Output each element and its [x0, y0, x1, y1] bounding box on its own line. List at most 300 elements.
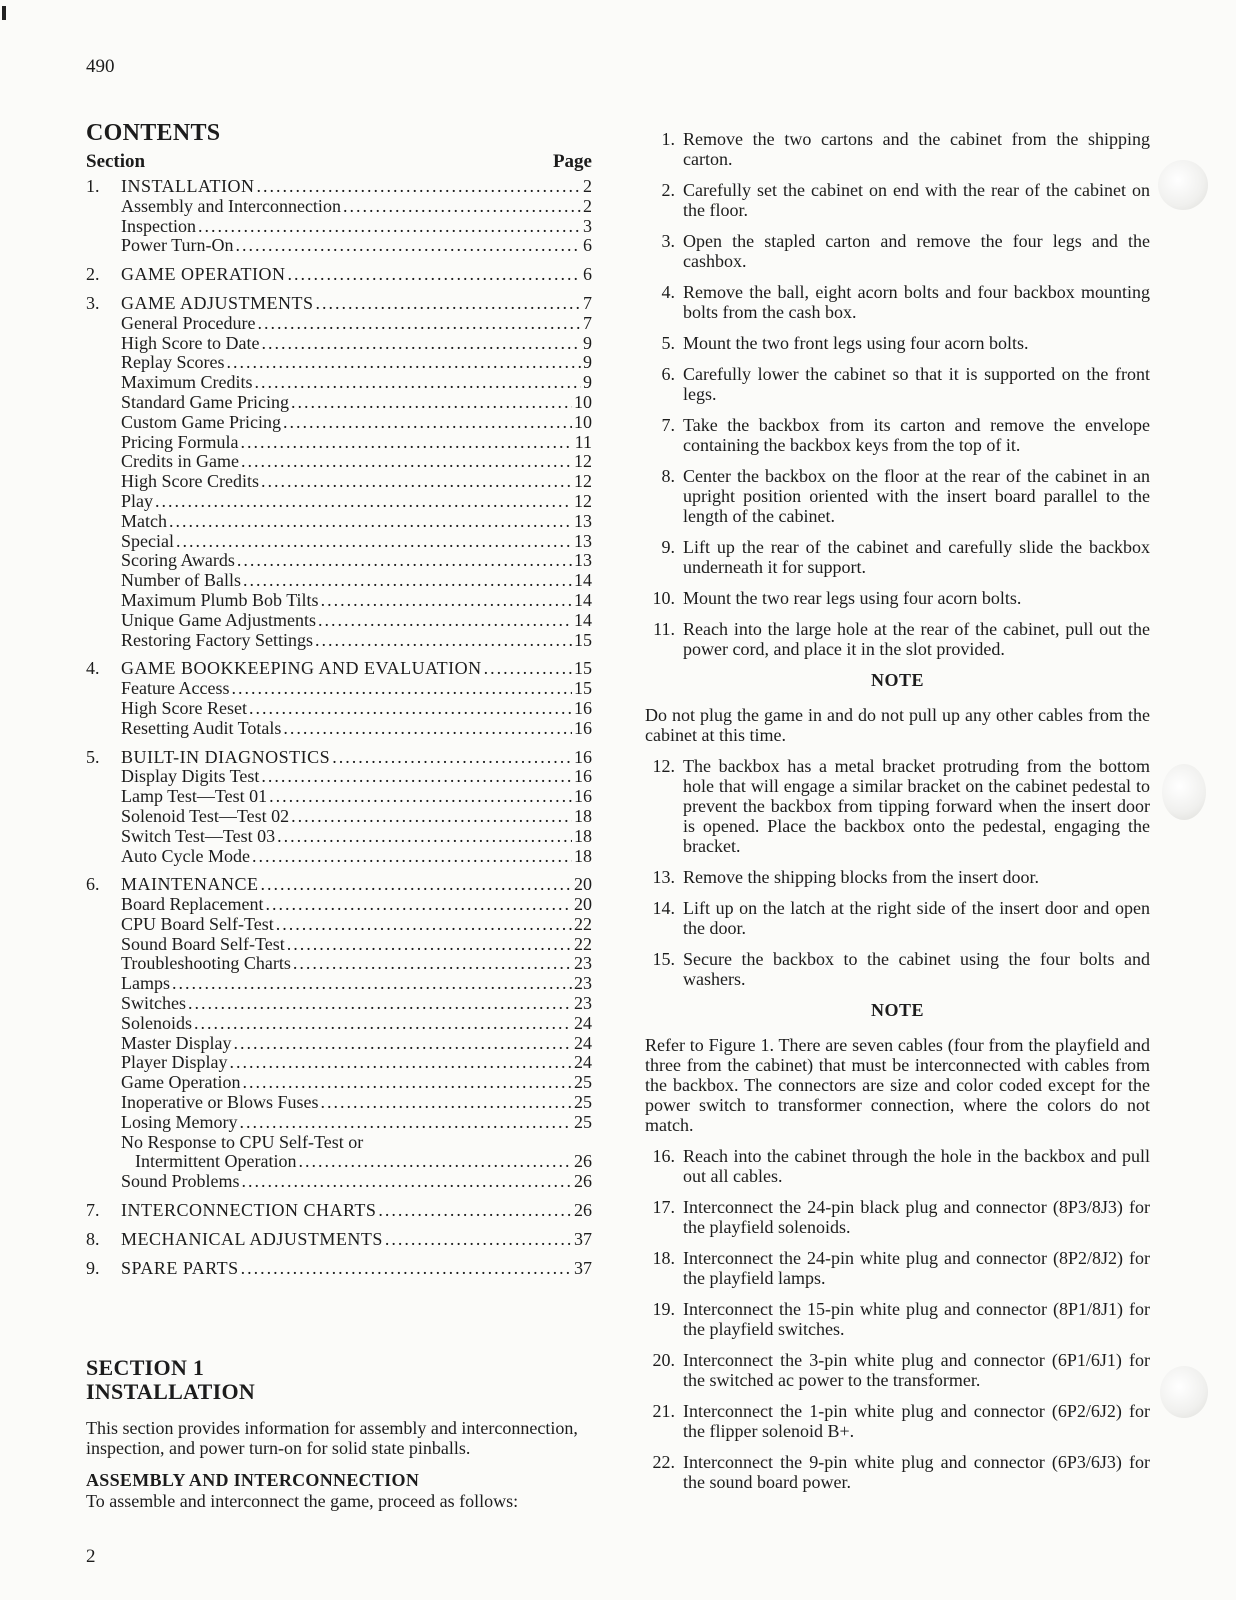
toc-page-number: 20 — [574, 874, 592, 895]
toc-leader-dots — [261, 767, 572, 787]
subsection-body: To assemble and interconnect the game, proceed as follows: — [86, 1491, 519, 1511]
step-text: Remove the two cartons and the cabinet from the shipping carton. — [683, 129, 1150, 169]
procedure-step — [645, 129, 1150, 169]
toc-leader-dots — [321, 591, 572, 611]
toc-leader-dots — [261, 334, 581, 354]
toc-leader-dots — [241, 452, 572, 472]
toc-item — [86, 1133, 592, 1153]
contents-header-row — [86, 151, 592, 173]
procedure-steps — [645, 129, 1150, 1503]
procedure-step — [645, 1452, 1150, 1492]
step-number: 11. — [653, 619, 675, 639]
toc-page-number: 18 — [574, 845, 592, 866]
toc-page-number: 9 — [583, 332, 592, 353]
toc-leader-dots — [385, 1230, 572, 1250]
toc-page-number: 13 — [574, 550, 592, 571]
toc-page-number: 7 — [583, 292, 592, 313]
toc-leader-dots — [188, 994, 572, 1014]
toc-item-label: Troubleshooting Charts — [121, 953, 291, 974]
toc-item-label: General Procedure — [121, 312, 256, 333]
toc-item-label: Maximum Plumb Bob Tilts — [121, 589, 319, 610]
toc-item — [86, 472, 592, 492]
toc-section-number: 7. — [86, 1200, 100, 1221]
toc-leader-dots — [252, 847, 572, 867]
toc-leader-dots — [315, 631, 572, 651]
toc-item-label: Inoperative or Blows Fuses — [121, 1092, 319, 1113]
toc-section-number: 2. — [86, 264, 100, 285]
procedure-step — [645, 1248, 1150, 1288]
procedure-step — [645, 282, 1150, 322]
step-text: Interconnect the 9-pin white plug and connector (6P3/6J3) for the sound board power. — [683, 1452, 1150, 1492]
binder-hole-top — [1158, 160, 1208, 210]
procedure-step — [645, 898, 1150, 938]
toc-leader-dots — [236, 236, 581, 256]
toc-section-label: INSTALLATION — [121, 176, 255, 196]
page-column-header: Page — [552, 151, 592, 172]
toc-leader-dots — [283, 719, 572, 739]
step-text: Interconnect the 1-pin white plug and connector (6P2/6J2) for the flipper solenoid B+. — [683, 1401, 1150, 1441]
toc-section-number: 3. — [86, 292, 100, 313]
toc-page-number: 16 — [574, 766, 592, 787]
toc-section-label: GAME BOOKKEEPING AND EVALUATION — [121, 658, 482, 679]
section-title-line1: SECTION 1 — [86, 1355, 205, 1380]
toc-page-number: 26 — [574, 1171, 592, 1192]
toc-section-label: MAINTENANCE — [121, 874, 259, 895]
step-number: 16. — [652, 1146, 675, 1166]
toc-leader-dots — [231, 679, 572, 699]
toc-item-label: Switch Test—Test 03 — [121, 825, 276, 846]
toc-leader-dots — [226, 353, 581, 373]
toc-item-label: Master Display — [121, 1032, 232, 1053]
toc-item-label: Unique Game Adjustments — [121, 609, 316, 630]
step-text: Remove the shipping blocks from the insert door. — [683, 867, 1039, 887]
procedure-step — [645, 1146, 1150, 1186]
toc-page-number: 18 — [574, 805, 592, 826]
toc-page-number: 37 — [574, 1257, 592, 1278]
toc-section-line — [86, 875, 592, 895]
toc-item-label: Solenoids — [121, 1012, 193, 1033]
section-1 — [86, 1356, 592, 1511]
toc-item — [86, 353, 592, 373]
toc-item — [86, 551, 592, 571]
toc-item — [86, 236, 592, 256]
toc-section — [86, 875, 592, 1192]
toc-item — [86, 413, 592, 433]
toc-leader-dots — [257, 314, 581, 334]
toc-section-number: 6. — [86, 874, 100, 895]
section-column-header: Section — [86, 151, 146, 172]
toc-item-label: Resetting Audit Totals — [121, 717, 282, 738]
toc-section-line — [86, 748, 592, 768]
toc-item — [86, 679, 592, 699]
toc-page-number: 25 — [574, 1111, 592, 1132]
toc-page-number: 26 — [574, 1151, 592, 1172]
toc-page-number: 14 — [574, 570, 592, 591]
toc-item-label: No Response to CPU Self-Test or — [121, 1131, 364, 1152]
toc-leader-dots — [283, 413, 572, 433]
toc-item-label: Replay Scores — [121, 352, 225, 373]
step-number: 1. — [661, 129, 675, 149]
toc-item — [86, 611, 592, 631]
toc-page-number: 23 — [574, 993, 592, 1014]
scan-edge-mark — [2, 6, 6, 20]
toc-page-number: 24 — [574, 1012, 592, 1033]
toc-leader-dots — [194, 1014, 572, 1034]
step-text: The backbox has a metal bracket protruding from the bottom hole that will engage a similar bracket on the cabinet pedestal to prevent the backbox from tipping forward when the insert door is opened. Place the backbox onto the pedestal, engaging the bracket. — [683, 756, 1150, 856]
step-text: Mount the two rear legs using four acorn bolts. — [683, 588, 1022, 608]
toc-page-number: 11 — [574, 431, 592, 452]
toc-item — [86, 787, 592, 807]
toc-page-number: 24 — [574, 1032, 592, 1053]
toc-list — [86, 177, 592, 1278]
toc-item-label: Display Digits Test — [121, 766, 260, 787]
step-number: 7. — [661, 415, 675, 435]
step-number: 10. — [652, 588, 675, 608]
toc-leader-dots — [288, 265, 582, 285]
toc-item-label: Power Turn-On — [121, 235, 234, 256]
toc-leader-dots — [176, 532, 572, 552]
toc-item-label: Custom Game Pricing — [121, 411, 281, 432]
toc-item — [86, 1152, 592, 1172]
toc-leader-dots — [320, 1093, 572, 1113]
toc-page-number: 10 — [574, 411, 592, 432]
toc-leader-dots — [291, 393, 572, 413]
toc-section-line — [86, 1230, 592, 1250]
toc-leader-dots — [378, 1201, 572, 1221]
toc-item — [86, 217, 592, 237]
toc-item-label: Scoring Awards — [121, 550, 235, 571]
toc-page-number: 9 — [583, 352, 592, 373]
procedure-step — [645, 1197, 1150, 1237]
toc-item-label: Solenoid Test—Test 02 — [121, 805, 290, 826]
toc-item — [86, 847, 592, 867]
toc-item-label: Lamps — [121, 973, 170, 994]
step-number: 15. — [652, 949, 675, 969]
toc-section — [86, 294, 592, 650]
toc-item-label: Inspection — [121, 215, 196, 236]
toc-leader-dots — [293, 954, 572, 974]
toc-leader-dots — [291, 807, 572, 827]
binder-hole-bottom — [1160, 1366, 1208, 1418]
step-number: 20. — [652, 1350, 675, 1370]
toc-item-label: Play — [121, 490, 154, 511]
toc-leader-dots — [298, 1152, 572, 1172]
toc-item — [86, 827, 592, 847]
toc-leader-dots — [287, 935, 572, 955]
step-number: 21. — [652, 1401, 675, 1421]
toc-leader-dots — [255, 373, 582, 393]
toc-page-number: 23 — [574, 973, 592, 994]
note-text: Refer to Figure 1. There are seven cables (four from the playfield and three from the cabinet) that must be interconnected with cables from the backbox. The connectors are size and color coded except for the power switch to transformer connection, where the colors do not match. — [645, 1035, 1150, 1135]
toc-leader-dots — [241, 1259, 572, 1279]
procedure-step — [645, 867, 1150, 887]
toc-page-number: 6 — [583, 235, 592, 256]
step-number: 19. — [652, 1299, 675, 1319]
toc-page-number: 12 — [574, 490, 592, 511]
toc-page-number: 16 — [574, 786, 592, 807]
procedure-step — [645, 949, 1150, 989]
toc-item — [86, 954, 592, 974]
toc-item — [86, 699, 592, 719]
toc-item — [86, 393, 592, 413]
toc-item-label: Credits in Game — [121, 451, 239, 472]
procedure-step — [645, 333, 1150, 353]
step-text: Center the backbox on the floor at the rear of the cabinet in an upright position oriented with the insert board parallel to the length of the cabinet. — [683, 466, 1150, 526]
toc-leader-dots — [318, 611, 572, 631]
toc-leader-dots — [343, 197, 581, 217]
step-text: Interconnect the 3-pin white plug and connector (6P1/6J1) for the switched ac power to the transformer. — [683, 1350, 1150, 1390]
step-text: Interconnect the 24-pin white plug and connector (8P2/8J2) for the playfield lamps. — [683, 1248, 1150, 1288]
toc-page-number: 23 — [574, 953, 592, 974]
step-text: Reach into the large hole at the rear of the cabinet, pull out the power cord, and place it in the slot provided. — [683, 619, 1150, 659]
toc-item — [86, 719, 592, 739]
toc-leader-dots — [269, 787, 572, 807]
procedure-step — [645, 364, 1150, 404]
toc-section-label: SPARE PARTS — [121, 1257, 239, 1278]
step-number: 17. — [652, 1197, 675, 1217]
toc-page-number: 12 — [574, 451, 592, 472]
toc-item — [86, 1034, 592, 1054]
toc-page-number: 22 — [574, 913, 592, 934]
toc-item — [86, 314, 592, 334]
procedure-step — [645, 180, 1150, 220]
toc-item-label: Switches — [121, 993, 186, 1014]
toc-section-line — [86, 659, 592, 679]
step-text: Interconnect the 24-pin black plug and connector (8P3/8J3) for the playfield solenoids. — [683, 1197, 1150, 1237]
toc-leader-dots — [241, 433, 573, 453]
toc-section — [86, 748, 592, 867]
toc-leader-dots — [316, 294, 581, 314]
toc-item-label: Intermittent Operation — [135, 1151, 297, 1172]
toc-leader-dots — [242, 1073, 572, 1093]
toc-item — [86, 373, 592, 393]
subsection-heading: ASSEMBLY AND INTERCONNECTION — [86, 1470, 420, 1490]
toc-section-line — [86, 1201, 592, 1221]
step-number: 13. — [652, 867, 675, 887]
note-text: Do not plug the game in and do not pull up any other cables from the cabinet at this time. — [645, 705, 1150, 745]
toc-page-number: 37 — [574, 1228, 592, 1249]
toc-page-number: 14 — [574, 609, 592, 630]
step-number: 22. — [652, 1452, 675, 1472]
toc-page-number: 15 — [574, 629, 592, 650]
toc-page-number: 14 — [574, 589, 592, 610]
toc-page-number: 2 — [583, 176, 592, 196]
toc-section — [86, 1230, 592, 1250]
toc-section-label: GAME OPERATION — [121, 264, 286, 285]
step-text: Reach into the cabinet through the hole in the backbox and pull out all cables. — [683, 1146, 1150, 1186]
toc-item-label: Match — [121, 510, 167, 531]
toc-page-number: 25 — [574, 1072, 592, 1093]
toc-page-number: 10 — [574, 391, 592, 412]
toc-page-number: 16 — [574, 717, 592, 738]
step-text: Mount the two front legs using four acorn bolts. — [683, 333, 1029, 353]
toc-page-number: 13 — [574, 530, 592, 551]
step-text: Carefully set the cabinet on end with the rear of the cabinet on the floor. — [683, 180, 1150, 220]
toc-page-number: 25 — [574, 1092, 592, 1113]
step-text: Lift up on the latch at the right side of the insert door and open the door. — [683, 898, 1150, 938]
toc-item-label: Assembly and Interconnection — [121, 195, 341, 216]
toc-leader-dots — [169, 512, 572, 532]
toc-item — [86, 807, 592, 827]
toc-leader-dots — [484, 659, 572, 679]
toc-item — [86, 974, 592, 994]
note-heading: NOTE — [870, 670, 924, 690]
toc-item-label: Maximum Credits — [121, 372, 253, 393]
toc-item-label: Standard Game Pricing — [121, 391, 289, 412]
toc-page-number: 13 — [574, 510, 592, 531]
toc-leader-dots — [249, 699, 572, 719]
contents-title: CONTENTS — [86, 120, 221, 146]
toc-item — [86, 492, 592, 512]
toc-item-label: CPU Board Self-Test — [121, 913, 274, 934]
toc-leader-dots — [172, 974, 572, 994]
toc-page-number: 26 — [574, 1200, 592, 1221]
step-number: 3. — [661, 231, 675, 251]
toc-item-label: Restoring Factory Settings — [121, 629, 313, 650]
toc-item-label: Sound Board Self-Test — [121, 933, 285, 954]
toc-item — [86, 197, 592, 217]
procedure-step — [645, 1299, 1150, 1339]
toc-item-label: Feature Access — [121, 678, 230, 699]
toc-leader-dots — [261, 875, 573, 895]
toc-item — [86, 1053, 592, 1073]
toc-section — [86, 265, 592, 285]
toc-page-number: 16 — [574, 746, 592, 767]
toc-item — [86, 1073, 592, 1093]
toc-page-number: 20 — [574, 894, 592, 915]
page-number-top: 490 — [86, 56, 115, 77]
procedure-step — [645, 756, 1150, 856]
toc-item — [86, 571, 592, 591]
step-number: 6. — [661, 364, 675, 384]
section-title-line2: INSTALLATION — [86, 1379, 256, 1404]
toc-section-line — [86, 1259, 592, 1279]
toc-item — [86, 1014, 592, 1034]
toc-leader-dots — [332, 748, 572, 768]
toc-page-number: 7 — [583, 312, 592, 333]
toc-leader-dots — [265, 895, 572, 915]
toc-section-line — [86, 294, 592, 314]
toc-item — [86, 532, 592, 552]
toc-item-label: Losing Memory — [121, 1111, 238, 1132]
toc-item — [86, 512, 592, 532]
toc-item — [86, 1172, 592, 1192]
toc-item — [86, 935, 592, 955]
toc-section-label: GAME ADJUSTMENTS — [121, 292, 314, 313]
toc-page-number: 2 — [583, 195, 592, 216]
step-number: 4. — [661, 282, 675, 302]
toc-item — [86, 1093, 592, 1113]
toc-section — [86, 1259, 592, 1279]
step-text: Lift up the rear of the cabinet and carefully slide the backbox underneath it for support. — [683, 537, 1150, 577]
toc-section-label: MECHANICAL ADJUSTMENTS — [121, 1228, 383, 1249]
toc-section-label: INTERCONNECTION CHARTS — [121, 1200, 377, 1221]
toc-item — [86, 915, 592, 935]
toc-item-label: High Score Reset — [121, 697, 247, 718]
step-number: 14. — [652, 898, 675, 918]
section-intro: This section provides information for assembly and interconnection, inspection, and power turn-on for solid state pinballs. — [86, 1418, 578, 1458]
step-text: Carefully lower the cabinet so that it is supported on the front legs. — [683, 364, 1150, 404]
step-text: Interconnect the 15-pin white plug and connector (8P1/8J1) for the playfield switches. — [683, 1299, 1150, 1339]
toc-item-label: Sound Problems — [121, 1171, 240, 1192]
toc-page-number: 9 — [583, 372, 592, 393]
toc-section — [86, 1201, 592, 1221]
toc-page-number: 15 — [574, 678, 592, 699]
procedure-step — [645, 537, 1150, 577]
toc-leader-dots — [233, 1034, 572, 1054]
toc-page-number: 12 — [574, 471, 592, 492]
step-number: 8. — [661, 466, 675, 486]
toc-leader-dots — [261, 472, 572, 492]
step-text: Open the stapled carton and remove the four legs and the cashbox. — [683, 231, 1150, 271]
step-text: Take the backbox from its carton and remove the envelope containing the backbox keys from the top of it. — [683, 415, 1150, 455]
page-number-bottom: 2 — [86, 1546, 96, 1567]
toc-item-label: Pricing Formula — [121, 431, 239, 452]
toc-item — [86, 767, 592, 787]
toc-item — [86, 433, 592, 453]
toc-page-number: 15 — [574, 658, 592, 679]
toc-page-number: 6 — [583, 264, 592, 285]
toc-page-number: 22 — [574, 933, 592, 954]
toc-item-label: Game Operation — [121, 1072, 241, 1093]
step-number: 12. — [652, 756, 675, 776]
toc-item — [86, 994, 592, 1014]
toc-section-number: 1. — [86, 176, 100, 196]
toc-item — [86, 631, 592, 651]
step-text: Remove the ball, eight acorn bolts and four backbox mounting bolts from the cash box. — [683, 282, 1150, 322]
step-number: 5. — [661, 333, 675, 353]
procedure-step — [645, 415, 1150, 455]
toc-item-label: Number of Balls — [121, 570, 241, 591]
toc-section-label: BUILT-IN DIAGNOSTICS — [121, 746, 331, 767]
procedure-step — [645, 1350, 1150, 1390]
step-number: 18. — [652, 1248, 675, 1268]
toc-page-number: 24 — [574, 1052, 592, 1073]
toc-leader-dots — [155, 492, 572, 512]
note-heading: NOTE — [870, 1000, 924, 1020]
toc-section — [86, 659, 592, 738]
toc-section-number: 4. — [86, 658, 100, 679]
toc-item — [86, 334, 592, 354]
toc-item-label: Board Replacement — [121, 894, 264, 915]
binder-hole-middle — [1162, 764, 1206, 820]
toc-item — [86, 895, 592, 915]
toc-section-number: 5. — [86, 746, 100, 767]
procedure-step — [645, 588, 1150, 608]
toc-leader-dots — [229, 1053, 572, 1073]
toc-section — [86, 177, 592, 256]
toc-item-label: Lamp Test—Test 01 — [121, 786, 268, 807]
toc-leader-dots — [198, 217, 581, 237]
toc-item-label: High Score Credits — [121, 471, 259, 492]
toc-leader-dots — [237, 551, 572, 571]
table-of-contents — [86, 120, 592, 1287]
toc-leader-dots — [277, 827, 572, 847]
step-text: Secure the backbox to the cabinet using the four bolts and washers. — [683, 949, 1150, 989]
toc-leader-dots — [257, 177, 581, 197]
toc-item — [86, 591, 592, 611]
toc-item — [86, 452, 592, 472]
toc-page-number: 16 — [574, 697, 592, 718]
toc-leader-dots — [243, 571, 572, 591]
toc-page-number: 18 — [574, 825, 592, 846]
toc-item-label: Player Display — [121, 1052, 228, 1073]
toc-item-label: Auto Cycle Mode — [121, 845, 250, 866]
toc-item-label: High Score to Date — [121, 332, 260, 353]
toc-page-number: 3 — [583, 215, 592, 236]
procedure-step — [645, 231, 1150, 271]
toc-leader-dots — [242, 1172, 572, 1192]
